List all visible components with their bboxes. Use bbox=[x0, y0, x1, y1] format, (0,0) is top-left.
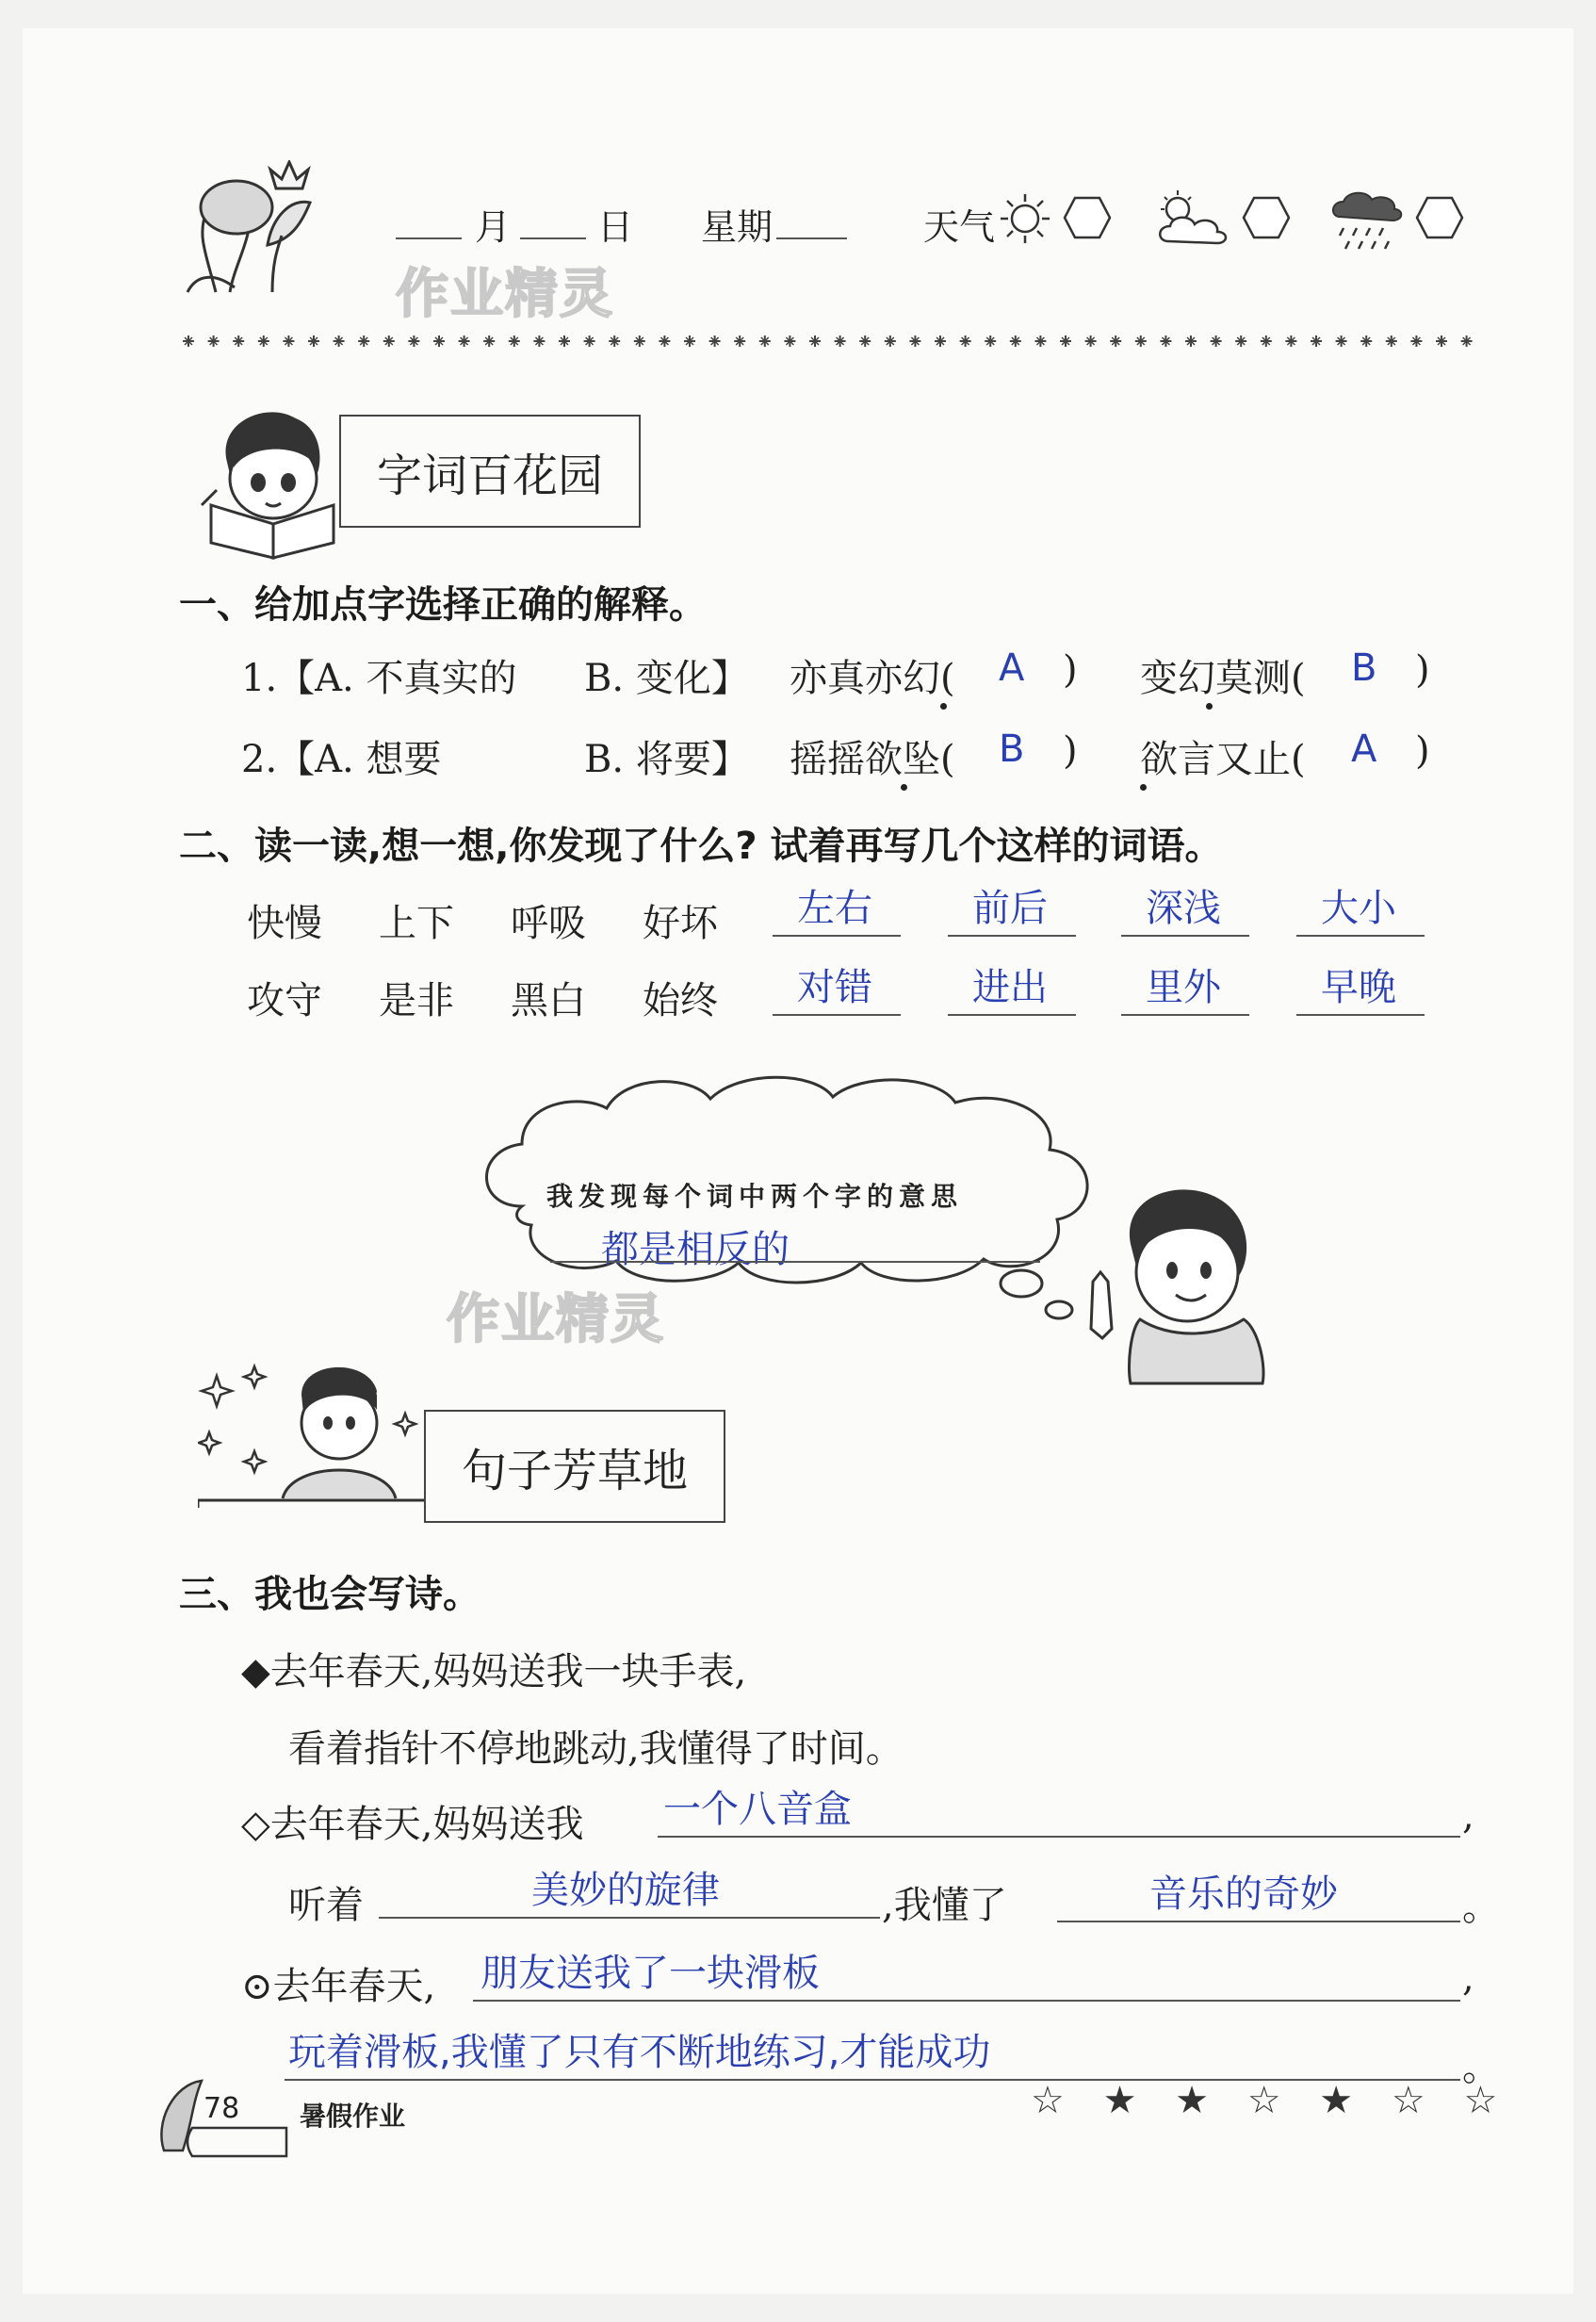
q3-item2-answer: 朋友送我了一块滑板 bbox=[480, 1952, 820, 1995]
q2-word: 始终 bbox=[643, 979, 718, 1022]
q3-item1-answer: 一个八音盒 bbox=[663, 1788, 852, 1831]
q2-word: 好坏 bbox=[643, 902, 718, 945]
q1-row2-answer1: B bbox=[999, 728, 1025, 771]
q3-example-line2: 看着指针不停地跳动,我懂得了时间。 bbox=[288, 1727, 904, 1771]
thinking-boy-icon bbox=[198, 1357, 443, 1508]
section-title-sentences: 句子芳草地 bbox=[424, 1410, 725, 1523]
reading-boy-icon bbox=[183, 401, 350, 562]
q3-item1-line2-mid: ,我懂了 bbox=[882, 1884, 1007, 1927]
q1-row2-answer2: A bbox=[1351, 728, 1377, 771]
q1-row1-options: 1.【A. 不真实的 bbox=[241, 657, 517, 700]
q3-item2-line2-end: 。 bbox=[1462, 2046, 1500, 2089]
q1-row2-word1: 摇摇欲坠( bbox=[790, 738, 955, 781]
q1-row2-option-b: B. 将要】 bbox=[584, 738, 749, 781]
q2-word: 快慢 bbox=[247, 902, 322, 945]
q3-item1-line2-prefix: 听着 bbox=[288, 1884, 364, 1927]
q1-row1-option-b: B. 变化】 bbox=[584, 657, 749, 700]
q2-word: 是非 bbox=[379, 979, 454, 1022]
q3-example-line1: ◆去年春天,妈妈送我一块手表, bbox=[241, 1650, 747, 1693]
q3-item1-end: , bbox=[1462, 1794, 1474, 1838]
pointing-boy-icon bbox=[1074, 1178, 1281, 1385]
sun-icon bbox=[997, 190, 1053, 247]
q2-word: 上下 bbox=[379, 902, 454, 945]
q3-item2-line2-answer: 玩着滑板,我懂了只有不断地练习,才能成功 bbox=[288, 2031, 991, 2074]
q2-word: 攻守 bbox=[247, 979, 322, 1022]
q2-answer: 大小 bbox=[1321, 887, 1396, 930]
weather-label: 天气 bbox=[923, 206, 996, 248]
lotus-decoration-icon bbox=[178, 160, 319, 302]
month-label: 月 bbox=[475, 206, 512, 248]
watermark-top: 作业精灵 bbox=[396, 264, 614, 325]
question-1-title: 一、给加点字选择正确的解释。 bbox=[179, 583, 707, 627]
q3-item1-line2-answer2: 音乐的奇妙 bbox=[1149, 1872, 1338, 1916]
q2-answer: 前后 bbox=[972, 887, 1048, 930]
emphasis-dot bbox=[940, 703, 947, 710]
q2-word: 黑白 bbox=[511, 979, 586, 1022]
q3-item1-prefix: ◇去年春天,妈妈送我 bbox=[241, 1803, 584, 1846]
q2-answer: 里外 bbox=[1146, 966, 1221, 1009]
question-2-title: 二、读一读,想一想,你发现了什么? 试着再写几个这样的词语。 bbox=[179, 825, 1223, 868]
q2-answer: 对错 bbox=[797, 966, 872, 1009]
q3-item1-line2-answer: 美妙的旋律 bbox=[531, 1869, 720, 1912]
q1-row1-answer2: B bbox=[1351, 646, 1377, 690]
q2-answer: 早晚 bbox=[1321, 966, 1396, 1009]
watermark-middle: 作业精灵 bbox=[447, 1289, 665, 1350]
q1-row1-answer1: A bbox=[999, 646, 1025, 690]
q2-word: 呼吸 bbox=[511, 902, 586, 945]
q3-item1-line2-end: 。 bbox=[1462, 1886, 1500, 1929]
q1-row2-options: 2.【A. 想要 bbox=[241, 738, 442, 781]
cloud-prompt: 我发现每个词中两个字的意思 bbox=[546, 1181, 964, 1212]
cloudy-icon bbox=[1149, 188, 1234, 251]
section-title-vocab: 字词百花园 bbox=[339, 415, 641, 528]
q1-row2-close1: ) bbox=[1063, 729, 1078, 773]
cloud-answer: 都是相反的 bbox=[601, 1228, 790, 1271]
book-title: 暑假作业 bbox=[300, 2101, 406, 2132]
rating-stars: ☆ ★ ★ ☆ ★ ☆ ☆ bbox=[1031, 2079, 1511, 2122]
weekday-label: 星期 bbox=[701, 206, 774, 248]
rainy-checkbox[interactable] bbox=[1415, 196, 1464, 239]
emphasis-dot bbox=[1206, 703, 1213, 710]
q1-row1-close1: ) bbox=[1063, 648, 1078, 692]
day-label: 日 bbox=[597, 206, 634, 248]
question-3-title: 三、我也会写诗。 bbox=[179, 1573, 480, 1616]
emphasis-dot bbox=[901, 784, 907, 791]
page-number: 78 bbox=[204, 2092, 240, 2125]
q1-row1-word1: 亦真亦幻( bbox=[790, 657, 955, 700]
sunny-checkbox[interactable] bbox=[1063, 196, 1112, 239]
q2-answer: 左右 bbox=[797, 887, 872, 930]
q1-row1-close2: ) bbox=[1415, 648, 1430, 692]
q1-row2-word2: 欲言又止( bbox=[1140, 738, 1306, 781]
cloudy-checkbox[interactable] bbox=[1242, 196, 1291, 239]
worksheet-page bbox=[23, 28, 1573, 2294]
q1-row2-close2: ) bbox=[1415, 729, 1430, 773]
q1-row1-word2: 变幻莫测( bbox=[1140, 657, 1306, 700]
q3-item2-prefix: ⊙去年春天, bbox=[241, 1965, 436, 2008]
rain-icon bbox=[1327, 188, 1406, 254]
emphasis-dot bbox=[1140, 784, 1147, 791]
star-divider bbox=[181, 332, 1481, 351]
q3-item2-end: , bbox=[1462, 1956, 1474, 2000]
q2-answer: 深浅 bbox=[1146, 887, 1221, 930]
q2-answer: 进出 bbox=[972, 966, 1048, 1009]
